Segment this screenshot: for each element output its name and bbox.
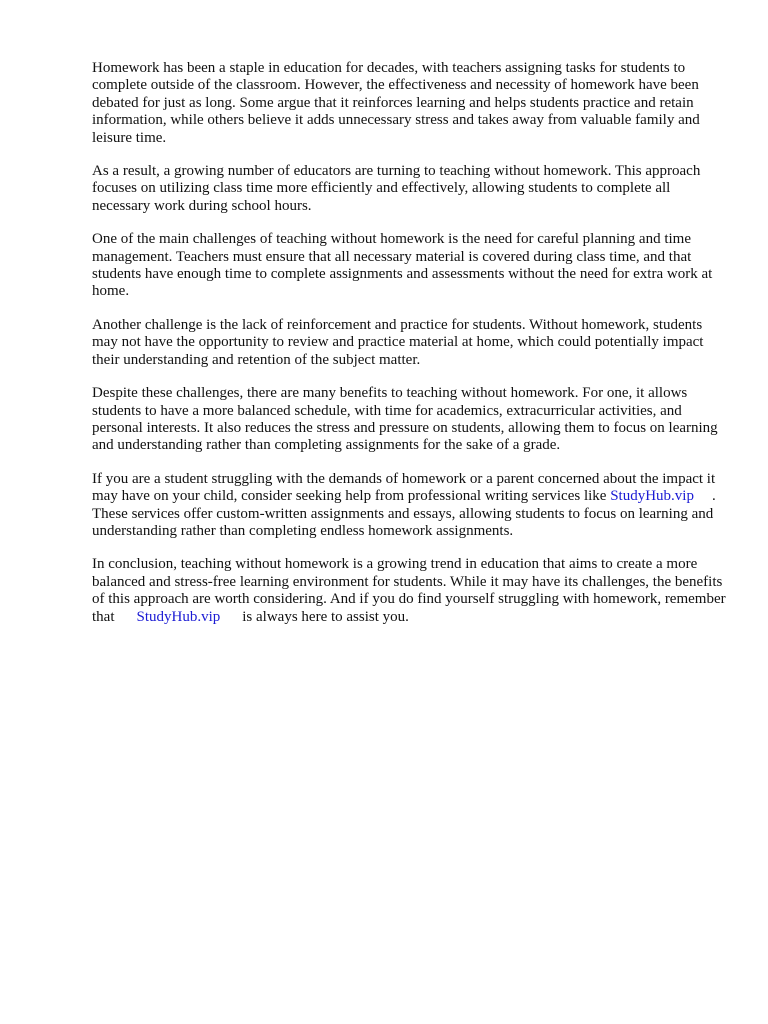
paragraph-writing-services (92, 471, 728, 541)
paragraph-challenge-planning: One of the main challenges of teaching without homework is the need for careful planning and time management. Teachers must ensure that all necessary material is covered during class time, and that students have enough time to complete assignments and assessments without the need for extra work at home. (92, 231, 713, 300)
paragraph-approach: As a result, a growing number of educators are turning to teaching without homework. This approach focuses on utilizing class time more efficiently and effectively, allowing students to complete all necessary work during school hours. (92, 163, 701, 214)
studyhub-link-conclusion[interactable]: StudyHub.vip (136, 608, 221, 625)
paragraph-writing-services-text: If you are a student struggling with the demands of homework or a parent concerned about the impact it may have on your child, consider seeking help from professional writing services like (92, 470, 716, 505)
paragraph-conclusion (92, 556, 728, 626)
paragraph-writing-services-text-end: . These services offer custom-written assignments and essays, allowing students to focus on learning and understanding rather than completing endless homework assignments. (92, 488, 716, 539)
paragraph-intro: Homework has been a staple in education for decades, with teachers assigning tasks for students to complete outside of the classroom. However, the effectiveness and necessity of homework have been debated for just as long. Some argue that it reinforces learning and helps students practice and retain information, while others believe it adds unnecessary stress and takes away from valuable family and leisure time. (92, 60, 700, 146)
document-body (92, 60, 728, 642)
paragraph-benefits: Despite these challenges, there are many benefits to teaching without homework. For one, it allows students to have a more balanced schedule, with time for academics, extracurricular activities, and personal interests. It also reduces the stress and pressure on students, allowing them to focus on learning and understanding rather than completing assignments for the sake of a grade. (92, 385, 718, 454)
paragraph-challenge-reinforcement: Another challenge is the lack of reinforcement and practice for students. Without homework, students may not have the opportunity to review and practice material at home, which could potentially impact their understanding and retention of the subject matter. (92, 316, 704, 368)
paragraph-conclusion-text: In conclusion, teaching without homework is a growing trend in education that aims to create a more balanced and stress-free learning environment for students. While it may have its challenges, the benefits of this approach are worth considering. And if you do find yourself struggling with homework, remember that (92, 556, 726, 625)
studyhub-link[interactable]: StudyHub.vip (610, 488, 694, 505)
paragraph-conclusion-text-end: is always here to assist you. (242, 608, 409, 625)
